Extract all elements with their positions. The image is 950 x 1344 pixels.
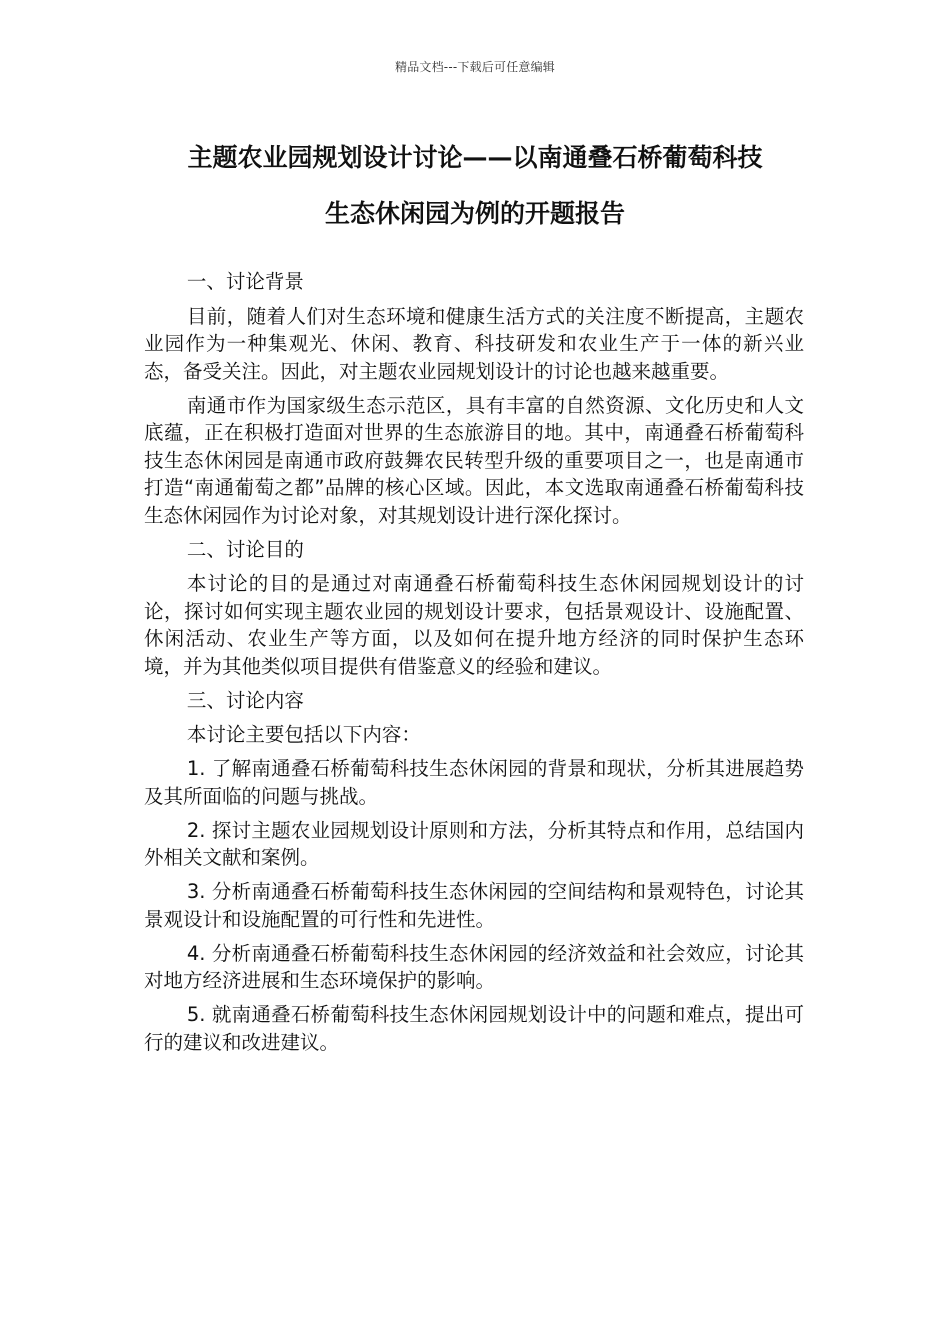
list-item: 4. 分析南通叠石桥葡萄科技生态休闲园的经济效益和社会效应，讨论其对地方经济进展和生态环境保护的影响。 [144,941,804,992]
list-item: 3. 分析南通叠石桥葡萄科技生态休闲园的空间结构和景观特色，讨论其景观设计和设施配置的可行性和先进性。 [144,880,804,931]
section-heading-background: 一、讨论背景 [186,270,304,293]
paragraph: 本讨论的目的是通过对南通叠石桥葡萄科技生态休闲园规划设计的讨论，探讨如何实现主题农业园的规划设计要求，包括景观设计、设施配置、休闲活动、农业生产等方面，以及如何在提升地方经济的同时保护生态环境，并为其他类似项目提供有借鉴意义的经验和建议。 [144,572,804,678]
paragraph: 南通市作为国家级生态示范区，具有丰富的自然资源、文化历史和人文底蕴，正在积极打造面对世界的生态旅游目的地。其中，南通叠石桥葡萄科技生态休闲园是南通市政府鼓舞农民转型升级的重要项目之一，也是南通市打造“南通葡萄之都”品牌的核心区域。因此，本文选取南通叠石桥葡萄科技生态休闲园作为讨论对象，对其规划设计进行深化探讨。 [144,393,804,527]
title-line-2: 生态休闲园为例的开题报告 [324,199,625,228]
paragraph: 本讨论主要包括以下内容： [186,723,421,746]
list-item: 2. 探讨主题农业园规划设计原则和方法，分析其特点和作用，总结国内外相关文献和案例。 [144,818,804,869]
list-item: 1. 了解南通叠石桥葡萄科技生态休闲园的背景和现状，分析其进展趋势及其所面临的问题与挑战。 [144,757,804,808]
document-body [144,268,804,1063]
section-heading-purpose: 二、讨论目的 [186,537,304,561]
header-note: 精品文档---下载后可任意编辑 [395,60,555,74]
paragraph: 目前，随着人们对生态环境和健康生活方式的关注度不断提高，主题农业园作为一种集观光、休闲、教育、科技研发和农业生产于一体的新兴业态，备受关注。因此，对主题农业园规划设计的讨论也越来越重要。 [144,304,804,383]
document-title [140,130,810,242]
section-heading-content: 三、讨论内容 [186,688,304,712]
list-item: 5. 就南通叠石桥葡萄科技生态休闲园规划设计中的问题和难点，提出可行的建议和改进建议。 [144,1003,804,1054]
title-line-1: 主题农业园规划设计讨论——以南通叠石桥葡萄科技 [187,143,763,172]
